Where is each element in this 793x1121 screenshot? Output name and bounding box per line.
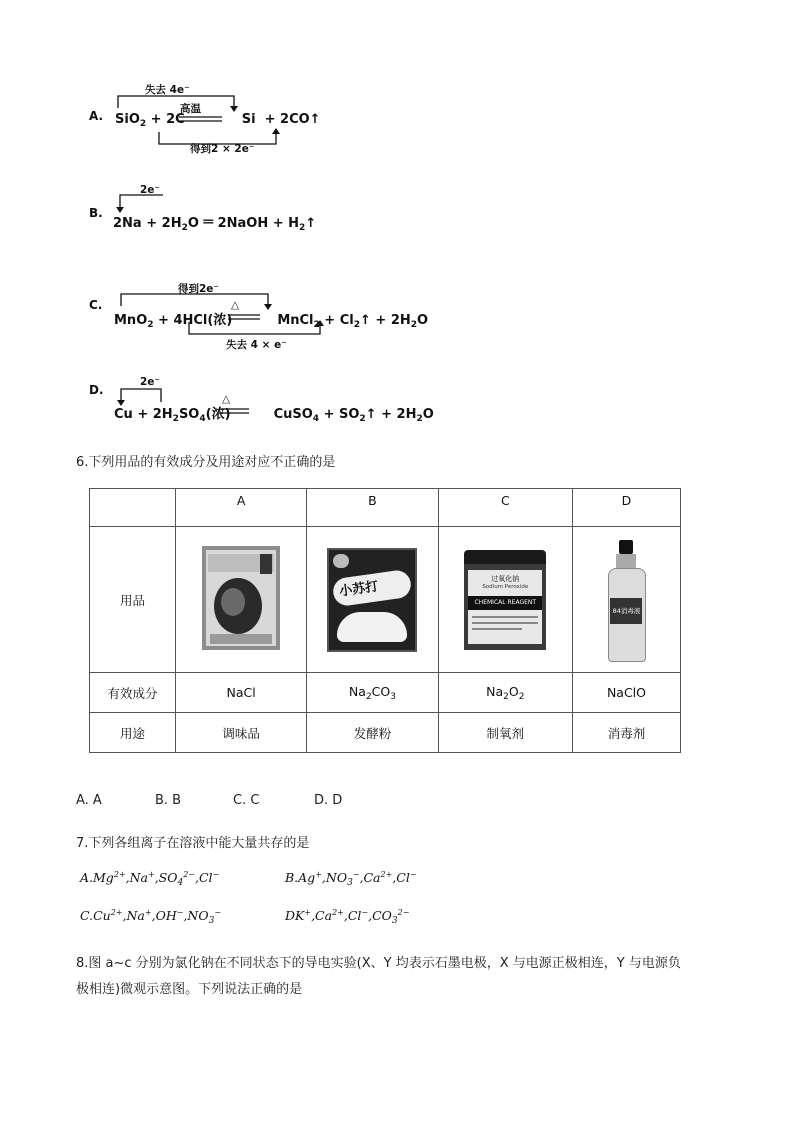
- row-label-active-ingredient: 有效成分: [90, 673, 176, 713]
- peroxide-en-text: Sodium Peroxide: [482, 583, 529, 590]
- eq-b-top-note: 2e⁻: [140, 184, 160, 196]
- label-line: [472, 616, 538, 618]
- option-a-label: A.: [89, 109, 104, 123]
- use-d: 消毒剂: [572, 713, 680, 753]
- peroxide-cn-text: 过氧化钠: [491, 574, 520, 583]
- eq-d-condition: △: [222, 393, 231, 405]
- bottle-cap: [464, 550, 546, 564]
- ingredient-c: $Na_2O_2$: [438, 673, 572, 713]
- brand-icon: [333, 554, 349, 568]
- q6-choice-c: C. C: [233, 793, 260, 808]
- option-d-label: D.: [89, 383, 104, 397]
- eq-c-condition: △: [231, 299, 240, 311]
- row-label-product: 用品: [90, 527, 176, 673]
- eq-a-formula: SiO$_2$ + 2C Si + 2CO↑: [115, 112, 321, 129]
- question-7-stem: 7.下列各组离子在溶液中能大量共存的是: [76, 836, 310, 851]
- label-line: [472, 622, 538, 624]
- eq-d-top-note: 2e⁻: [140, 376, 160, 388]
- use-b: 发酵粉: [307, 713, 438, 753]
- disinfectant-label: 84消毒液: [610, 598, 642, 624]
- eq-b-formula: $2Na + 2H_2O$ ═ 2NaOH + $H_2↑$: [113, 212, 317, 233]
- header-empty-cell: [90, 489, 176, 527]
- product-image-disinfectant: [572, 527, 680, 673]
- ingredient-d: NaClO: [572, 673, 680, 713]
- ingredient-b: $Na_2CO_3$: [307, 673, 438, 713]
- salt-bag-image: [200, 544, 282, 652]
- eq-c-top-note: 得到2e⁻: [178, 283, 219, 295]
- q7-option-b: $B.Ag^+,NO_3^-,Ca^{2+},Cl^-$: [285, 870, 417, 888]
- ingredient-a: NaCl: [175, 673, 306, 713]
- question-8-stem-line2: 极相连)微观示意图。下列说法正确的是: [76, 982, 303, 997]
- bottle-neck: [616, 554, 636, 568]
- q7-option-d: $DK^+,Ca^{2+},Cl^-,CO_3^{2-}$: [285, 908, 410, 926]
- column-header-b: B: [307, 489, 438, 527]
- column-header-d: D: [572, 489, 680, 527]
- q6-choice-b: B. B: [155, 793, 182, 808]
- column-header-a: A: [175, 489, 306, 527]
- question-6-stem: 6.下列用品的有效成分及用途对应不正确的是: [76, 455, 336, 470]
- use-a: 调味品: [175, 713, 306, 753]
- q7-option-c: $C.Cu^{2+},Na^+,OH^-,NO_3^-$: [80, 908, 222, 926]
- eq-c-formula: MnO$_2$ + 4HCl(浓) MnCl$_2$ + $Cl_2↑ + 2H_2O$: [114, 313, 429, 330]
- row-label-use: 用途: [90, 713, 176, 753]
- eq-a-bottom-note: 得到2 × 2e⁻: [190, 143, 255, 155]
- option-c-label: C.: [89, 298, 103, 312]
- reagent-band: CHEMICAL REAGENT: [468, 596, 542, 610]
- eq-d-formula: $Cu + 2H_2SO_4$(浓) CuSO$_4$ + $SO_2↑ + 2H_2O$: [114, 407, 434, 424]
- use-c: 制氧剂: [438, 713, 572, 753]
- product-image-baking-soda: [307, 527, 438, 673]
- eq-a-condition: 高温: [180, 103, 201, 115]
- question-6-table: [89, 488, 681, 753]
- bottle-cap: [619, 540, 633, 554]
- column-header-c: C: [438, 489, 572, 527]
- eq-a-top-note: 失去 4e⁻: [145, 84, 190, 96]
- option-b-label: B.: [89, 206, 103, 220]
- q6-choice-a: A. A: [76, 793, 102, 808]
- product-image-salt: [175, 527, 306, 673]
- eq-c-bottom-note: 失去 4 × e⁻: [226, 339, 287, 351]
- q7-option-a: $A.Mg^{2+},Na^+,SO_4^{2-},Cl^-$: [80, 870, 220, 888]
- baking-soda-text: 小苏打: [338, 578, 380, 600]
- q6-choice-d: D. D: [314, 793, 343, 808]
- question-8-stem-line1: 8.图 a~c 分别为氯化钠在不同状态下的导电实验(X、Y 均表示石墨电极，X 与电源正极相连，Y 与电源负: [76, 956, 681, 971]
- label-line: [472, 628, 522, 630]
- product-image-sodium-peroxide: [438, 527, 572, 673]
- powder-swoosh: [337, 612, 407, 642]
